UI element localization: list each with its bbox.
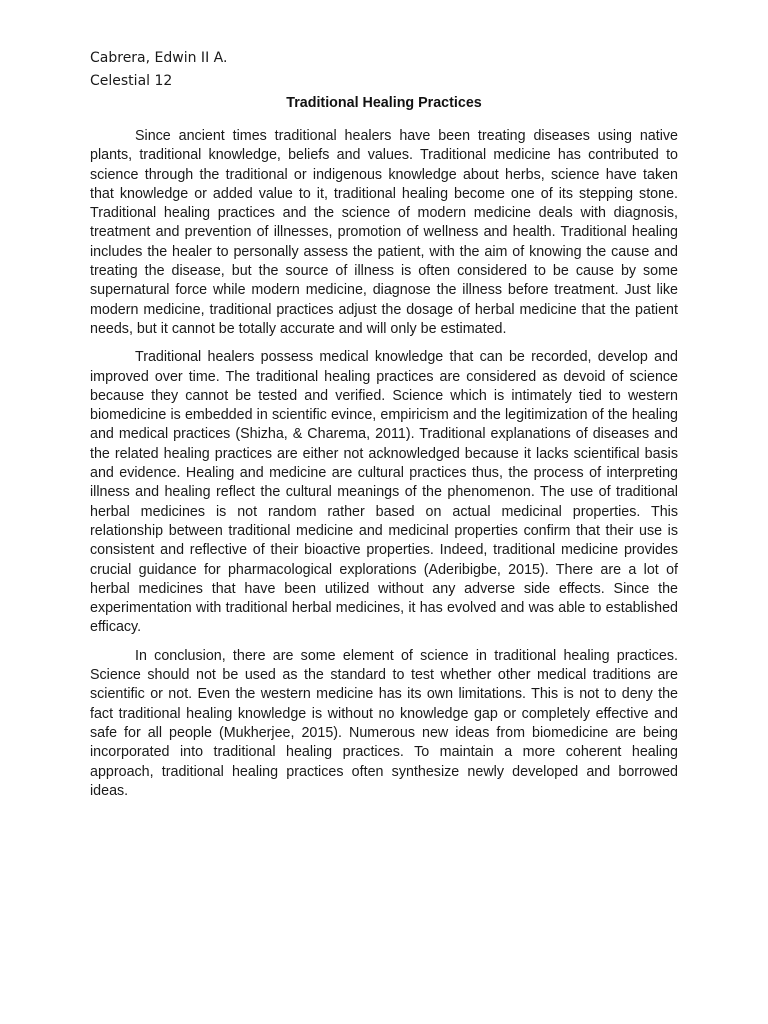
document-body: [90, 127, 678, 810]
document-title: Traditional Healing Practices: [286, 95, 482, 111]
section-name: Celestial 12: [90, 73, 173, 89]
paragraph-body: Traditional healers possess medical knowledge that can be recorded, develop and improved over time. The traditional healing practices are considered as devoid of science because they cannot be tested and verified. Science which is intimately tied to western biomedicine is embedded in scientific evince, empiricism and the legitimization of the healing and medical practices (Shizha, & Charema, 2011). Traditional explanations of diseases and the related healing practices are either not acknowledged because it lacks scientifical basis and evidence. Healing and medicine are cultural practices thus, the process of interpreting illness and healing reflect the cultural meanings of the phenomenon. The use of traditional herbal medicines is not random rather based on actual medicinal properties. This relationship between traditional medicine and medicinal properties confirm that their use is consistent and reflective of their bioactive properties. Indeed, traditional medicine provides crucial guidance for pharmacological explorations (Aderibigbe, 2015). There are a lot of herbal medicines that have been utilized without any adverse side effects. Since the experimentation with traditional herbal medicines, it has evolved and was able to established efficacy.: [90, 349, 678, 636]
paragraph-conclusion: In conclusion, there are some element of science in traditional healing practices. Science should not be used as the standard to test whether other medical traditions are scientific or not. Even the western medicine has its own limitations. This is not to deny the fact traditional healing knowledge is without no knowledge gap or completely effective and safe for all people (Mukherjee, 2015). Numerous new ideas from biomedicine are being incorporated into traditional healing practices. To maintain a more coherent healing approach, traditional healing practices often synthesize newly developed and borrowed ideas.: [90, 647, 678, 799]
author-name: Cabrera, Edwin II A.: [90, 50, 228, 66]
paragraph-introduction: Since ancient times traditional healers have been treating diseases using native plants, traditional knowledge, beliefs and values. Traditional medicine has contributed to science through the traditional or indigenous knowledge about herbs, science have taken that knowledge or added value to it, traditional healing become one of its stepping stone. Traditional healing practices and the science of modern medicine deals with diagnosis, treatment and prevention of illnesses, promotion of wellness and health. Traditional healing includes the healer to personally assess the patient, with the aim of knowing the cause and treating the disease, but the source of illness is often considered to be cause by some supernatural force while modern medicine, diagnose the illness before treatment. Just like modern medicine, traditional practices adjust the dosage of herbal medicine that the patient needs, but it cannot be totally accurate and will only be estimated.: [90, 128, 678, 337]
